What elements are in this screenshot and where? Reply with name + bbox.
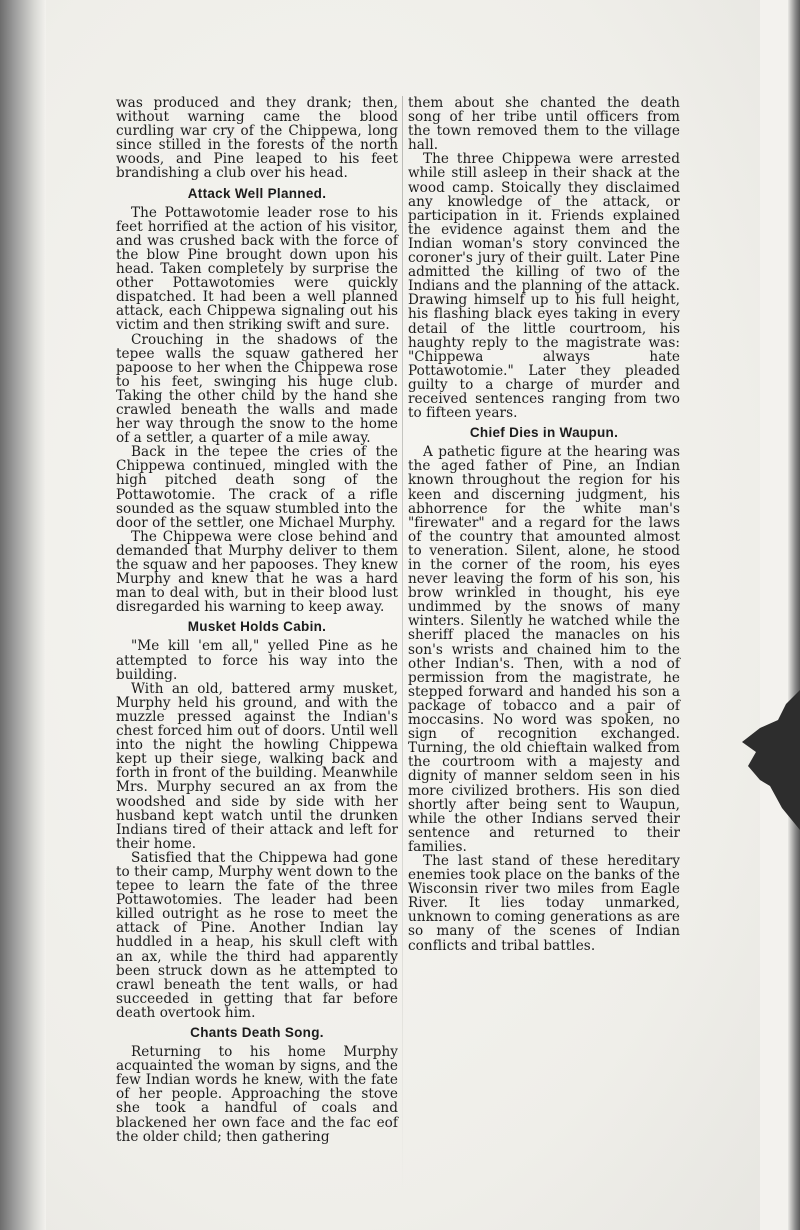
paragraph: The Chippewa were close behind and demanded that Murphy deliver to them the squaw and her papooses. They knew Murphy and knew that he was a hard man to deal with, but in their blood lust disregarded his warning to keep away.: [116, 528, 398, 616]
column-divider: [402, 96, 403, 1196]
subheading-musket-holds-cabin: Musket Holds Cabin.: [187, 619, 327, 635]
paragraph: Satisfied that the Chippewa had gone to their camp, Murphy went down to the tepee to learn the fate of the three Pottawotomies. The leader had been killed outright as he rose to meet the attack of Pine. Another Indian lay huddled in a heap, his skull cleft with an ax, while the third had apparently been struck down as he attempted to crawl beneath the tent walls, or had succeeded in getting that far before death overtook him.: [116, 849, 398, 1021]
paragraph: "Me kill 'em all," yelled Pine as he attempted to force his way into the building.: [116, 638, 398, 683]
paragraph: Returning to his home Murphy acquainted the woman by signs, and the few Indian words he knew, with the fate of her people. Approaching the stove she took a handful of coals and blackened her own face and the fac eof the older child; then gathering: [116, 1044, 398, 1145]
paragraph: The three Chippewa were arrested while still asleep in their shack at the wood camp. Stoically they disclaimed any knowledge of the attack, or participation in it. Friends explained the evidence against them and the Indian woman's story convinced the coroner's jury of their guilt. Later Pine admitted the killing of two of the Indians and the planning of the attack. Drawing himself up to his full height, his flashing black eyes taking in every detail of the little courtroom, his haughty reply to the magistrate was: "Chippewa always hate Pottawotomie." Later they pleaded guilty to a charge of murder and received sentences ranging from two to fifteen years.: [408, 151, 680, 422]
paragraph: was produced and they drank; then, without warning came the blood curdling war cry of the Chippewa, long since stilled in the forests of the north woods, and Pine leaped to his feet brandishing a club over his head.: [116, 95, 398, 182]
paragraph: Crouching in the shadows of the tepee walls the squaw gathered her papoose to her when the Chippewa rose to his feet, swinging his huge club. Taking the other child by the hand she crawled beneath the walls and made her way through the snow to the home of a settler, a quarter of a mile away.: [116, 331, 398, 447]
article-right-column: [408, 96, 680, 953]
subheading-chants-death-song: Chants Death Song.: [190, 1025, 324, 1040]
paragraph: A pathetic figure at the hearing was the aged father of Pine, an Indian known throughout the region for his keen and discerning judgment, his abhorrence for the white man's "firewater" and a regard for the laws of the country that amounted almost to veneration. Silent, alone, he stood in the corner of the room, his eyes never leaving the form of his son, his brow wrinkled in thought, his eye undimmed by the snows of many winters. Silently he watched while the sheriff placed the manacles on his son's wrists and chained him to the other Indian's. Then, with a nod of permission from the magistrate, he stepped forward and handed his son a package of tobacco and a pair of moccasins. No word was spoken, no sign of recognition exchanged. Turning, the old chieftain walked from the courtroom with a majesty and dignity of manner seldom seen in his more civilized brothers. His son died shortly after being sent to Waupun, while the other Indians served their sentence and returned to their families.: [408, 444, 680, 855]
paragraph: The Pottawotomie leader rose to his feet horrified at the action of his visitor, and was crushed back with the force of the blow Pine brought down upon his head. Taken completely by surprise the other Pottawotomies were quickly dispatched. It had been a well planned attack, each Chippewa signaling out his victim and then striking swift and sure.: [116, 204, 398, 334]
scan-edge-right: [788, 0, 800, 1230]
scan-edge-left: [0, 0, 46, 1230]
subheading-chief-dies-in-waupun: Chief Dies in Waupun.: [469, 425, 619, 441]
paragraph: them about she chanted the death song of her tribe until officers from the town removed them to the village hall.: [408, 95, 680, 154]
torn-edge-right: [720, 690, 800, 830]
paragraph: Back in the tepee the cries of the Chippewa continued, mingled with the high pitched death song of the Pottawotomie. The crack of a rifle sounded as the squaw stumbled into the door of the settler, one Michael Murphy.: [116, 444, 398, 531]
paragraph: The last stand of these hereditary enemies took place on the banks of the Wisconsin river two miles from Eagle River. It lies today unmarked, unknown to coming generations as are so many of the scenes of Indian conflicts and tribal battles.: [408, 852, 680, 954]
subheading-attack-well-planned: Attack Well Planned.: [187, 185, 327, 201]
article-left-column: [116, 96, 398, 1144]
paragraph: With an old, battered army musket, Murphy held his ground, and with the muzzle pressed against the Indian's chest forced him out of doors. Until well into the night the howling Chippewa kept up their siege, walking back and forth in front of the building. Meanwhile Mrs. Murphy secured an ax from the woodshed and side by side with her husband kept watch until the drunken Indians tired of their attack and left for their home.: [116, 680, 398, 852]
